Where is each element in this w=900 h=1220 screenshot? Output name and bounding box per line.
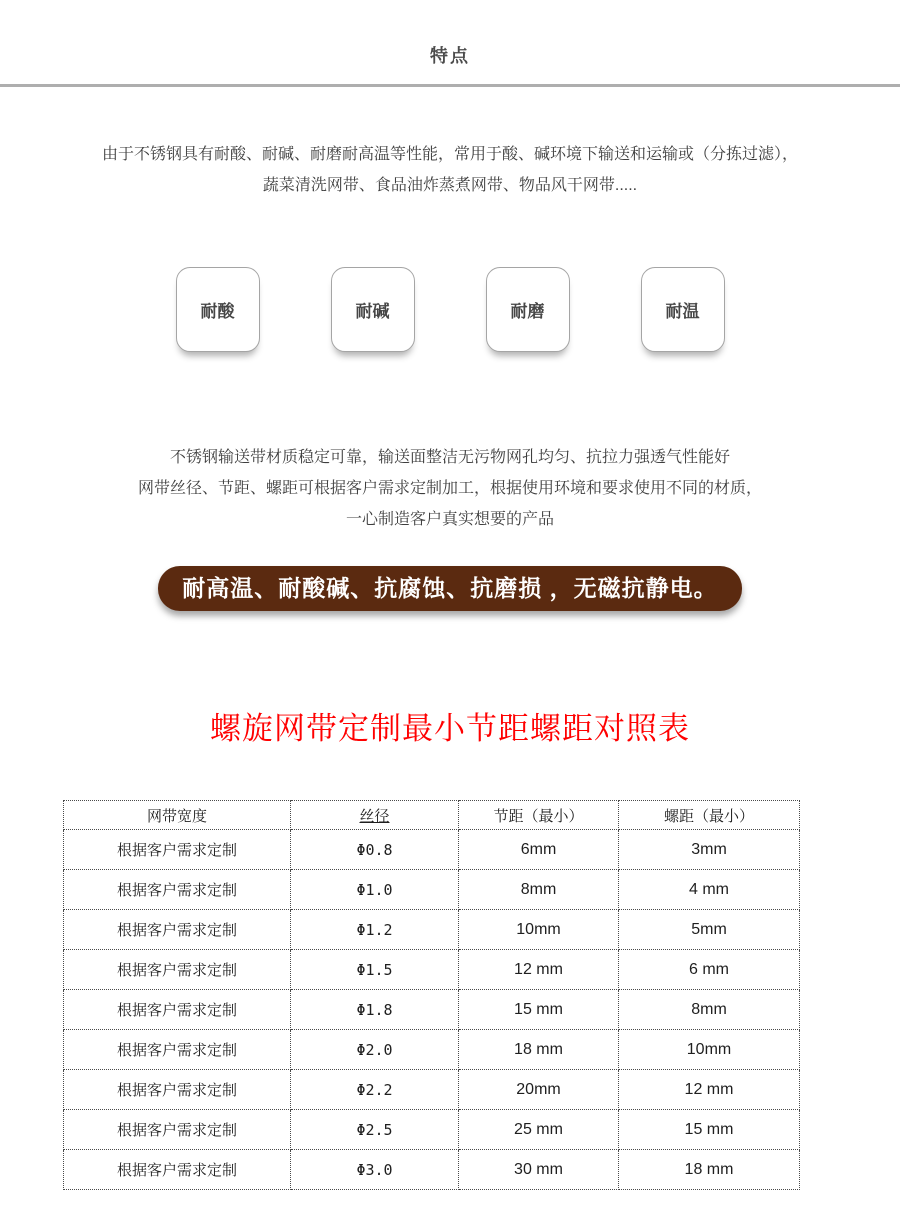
pitch-cell: 8mm xyxy=(459,870,619,910)
pitch-cell: 18 mm xyxy=(459,1030,619,1070)
wire-diameter-cell: Φ2.5 xyxy=(291,1110,459,1150)
badge-label: 耐酸 xyxy=(200,302,235,321)
screw-pitch-cell: 4 mm xyxy=(619,870,800,910)
pitch-cell: 25 mm xyxy=(459,1110,619,1150)
table-row xyxy=(64,1030,800,1070)
belt-width-cell: 根据客户需求定制 xyxy=(64,1030,291,1070)
pitch-cell: 15 mm xyxy=(459,990,619,1030)
screw-pitch-cell: 5mm xyxy=(619,910,800,950)
col-header-min-screw-pitch: 螺距（最小） xyxy=(619,801,800,830)
screw-pitch-cell: 3mm xyxy=(619,830,800,870)
wire-diameter-cell: Φ0.8 xyxy=(291,830,459,870)
belt-width-cell: 根据客户需求定制 xyxy=(64,1070,291,1110)
col-header-belt-width: 网带宽度 xyxy=(64,801,291,830)
pitch-cell: 20mm xyxy=(459,1070,619,1110)
wire-diameter-cell: Φ1.8 xyxy=(291,990,459,1030)
wire-diameter-cell: Φ3.0 xyxy=(291,1150,459,1190)
table-row xyxy=(64,1110,800,1150)
screw-pitch-cell: 8mm xyxy=(619,990,800,1030)
description-line-1: 不锈钢输送带材质稳定可靠，输送面整洁无污物网孔均匀、抗拉力强透气性能好 xyxy=(169,449,730,466)
intro-paragraph xyxy=(0,139,900,201)
screw-pitch-cell: 18 mm xyxy=(619,1150,800,1190)
screw-pitch-cell: 15 mm xyxy=(619,1110,800,1150)
description-line-3: 一心制造客户真实想要的产品 xyxy=(345,511,554,528)
pitch-cell: 6mm xyxy=(459,830,619,870)
description-line-2: 网带丝径、节距、螺距可根据客户需求定制加工，根据使用环境和要求使用不同的材质， xyxy=(137,480,762,497)
badge-temperature-resistant xyxy=(641,267,725,352)
section-divider xyxy=(0,84,900,87)
badge-label: 耐碱 xyxy=(355,302,390,321)
screw-pitch-cell: 10mm xyxy=(619,1030,800,1070)
table-header-row xyxy=(64,801,800,830)
spec-table-title: 螺旋网带定制最小节距螺距对照表 xyxy=(210,711,690,746)
belt-width-cell: 根据客户需求定制 xyxy=(64,1110,291,1150)
col-header-min-pitch: 节距（最小） xyxy=(459,801,619,830)
belt-width-cell: 根据客户需求定制 xyxy=(64,990,291,1030)
wire-diameter-cell: Φ1.5 xyxy=(291,950,459,990)
table-row xyxy=(64,830,800,870)
table-row xyxy=(64,1150,800,1190)
feature-banner-wrap xyxy=(0,566,900,611)
table-row xyxy=(64,1070,800,1110)
pitch-cell: 30 mm xyxy=(459,1150,619,1190)
col-header-wire-diameter: 丝径 xyxy=(291,801,459,830)
wire-diameter-cell: Φ2.0 xyxy=(291,1030,459,1070)
feature-badges xyxy=(0,267,900,352)
badge-label: 耐磨 xyxy=(510,302,545,321)
table-row xyxy=(64,990,800,1030)
feature-banner: 耐高温、耐酸碱、抗腐蚀、抗磨损 ，无磁抗静电。 xyxy=(158,566,741,611)
badge-alkali-resistant xyxy=(331,267,415,352)
spec-table-body xyxy=(64,830,800,1190)
belt-width-cell: 根据客户需求定制 xyxy=(64,910,291,950)
badge-label: 耐温 xyxy=(665,302,700,321)
intro-line-1: 由于不锈钢具有耐酸、耐碱、耐磨耐高温等性能，常用于酸、碱环境下输送和运输或（分拣过滤）， xyxy=(101,146,798,163)
belt-width-cell: 根据客户需求定制 xyxy=(64,1150,291,1190)
wire-diameter-cell: Φ1.0 xyxy=(291,870,459,910)
table-row xyxy=(64,870,800,910)
badge-wear-resistant xyxy=(486,267,570,352)
pitch-cell: 10mm xyxy=(459,910,619,950)
spec-table xyxy=(63,800,800,1190)
belt-width-cell: 根据客户需求定制 xyxy=(64,870,291,910)
description-paragraph xyxy=(0,442,900,535)
screw-pitch-cell: 12 mm xyxy=(619,1070,800,1110)
wire-diameter-cell: Φ1.2 xyxy=(291,910,459,950)
belt-width-cell: 根据客户需求定制 xyxy=(64,830,291,870)
pitch-cell: 12 mm xyxy=(459,950,619,990)
belt-width-cell: 根据客户需求定制 xyxy=(64,950,291,990)
wire-diameter-cell: Φ2.2 xyxy=(291,1070,459,1110)
screw-pitch-cell: 6 mm xyxy=(619,950,800,990)
badge-acid-resistant xyxy=(176,267,260,352)
table-row xyxy=(64,910,800,950)
intro-line-2: 蔬菜清洗网带、食品油炸蒸煮网带、物品风干网带..... xyxy=(262,177,638,194)
table-row xyxy=(64,950,800,990)
section-title: 特点 xyxy=(430,46,470,66)
